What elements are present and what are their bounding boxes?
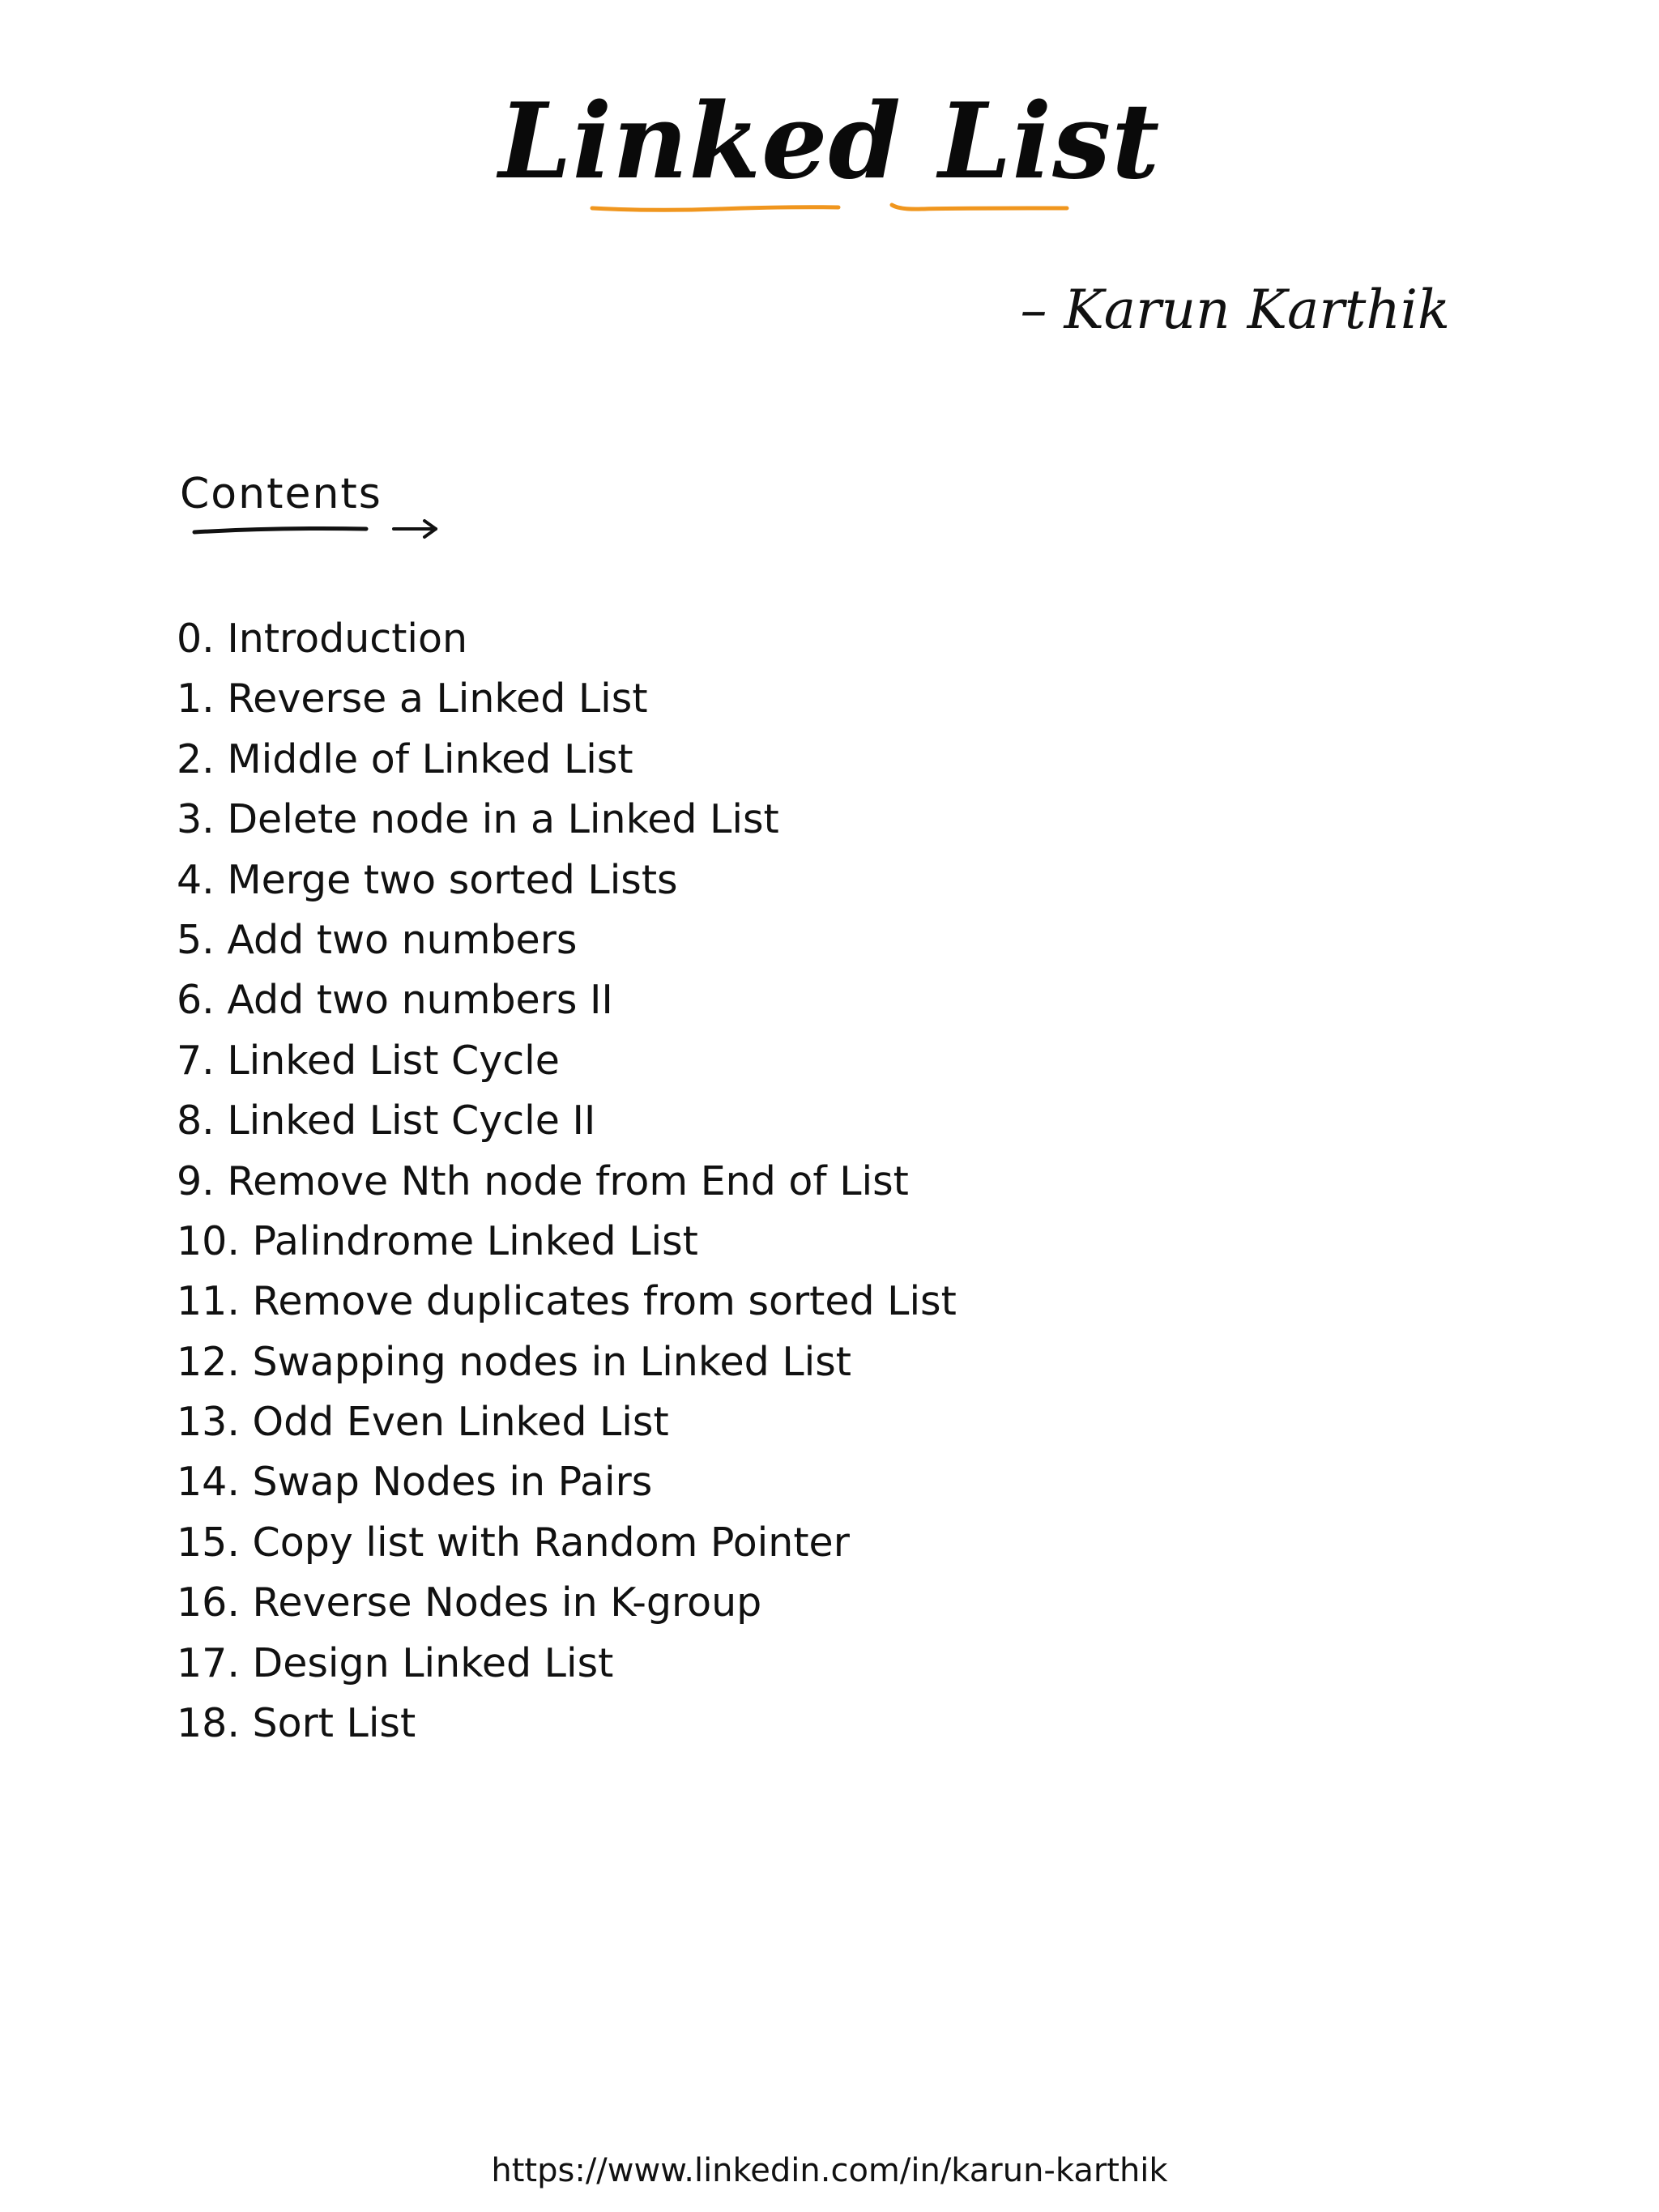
toc-item: 16. Reverse Nodes in K-group [177,1579,762,1626]
toc-item: 3. Delete node in a Linked List [177,796,779,843]
toc-item: 11. Remove duplicates from sorted List [177,1278,957,1325]
toc-item: 7. Linked List Cycle [177,1037,560,1084]
toc-item: 10. Palindrome Linked List [177,1217,698,1264]
toc-item: 0. Introduction [177,616,468,662]
contents-heading: Contents [180,470,382,518]
contents-arrow-icon [186,514,446,547]
toc-item: 9. Remove Nth node from End of List [177,1157,909,1204]
toc-item: 1. Reverse a Linked List [177,676,648,722]
toc-item: 14. Swap Nodes in Pairs [177,1459,653,1506]
toc-item: 15. Copy list with Random Pointer [177,1519,850,1566]
toc-item: 5. Add two numbers [177,916,578,963]
toc-item: 18. Sort List [177,1700,416,1747]
toc-item: 6. Add two numbers II [177,977,613,1024]
toc-item: 12. Swapping nodes in Linked List [177,1338,851,1385]
page-title: Linked List [498,81,1161,202]
title-underline-left [590,202,841,214]
author-signature: – Karun Karthik [1020,279,1450,341]
toc-item: 2. Middle of Linked List [177,735,633,782]
toc-item: 13. Odd Even Linked List [177,1399,669,1446]
toc-item: 8. Linked List Cycle II [177,1097,596,1144]
title-underline-right [889,202,1069,214]
footer-profile-link[interactable]: https://www.linkedin.com/in/karun-karthik [491,2152,1168,2189]
table-of-contents [177,609,957,1754]
toc-item: 4. Merge two sorted Lists [177,856,678,903]
toc-item: 17. Design Linked List [177,1639,614,1686]
